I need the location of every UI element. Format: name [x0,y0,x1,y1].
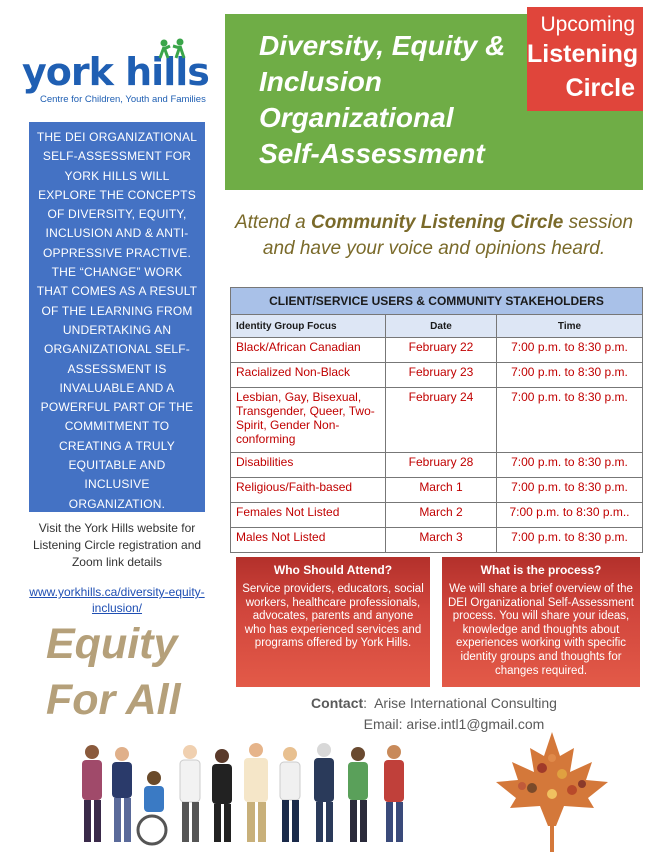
title-line: Inclusion [259,66,382,97]
attend-bold: Community Listening Circle [311,212,564,233]
who-should-attend-box [236,557,430,687]
slogan-line: Equity [46,620,178,668]
visit-text: Visit the York Hills website for Listening Circle registration and Zoom link details [32,521,202,569]
time-cell: 7:00 p.m. to 8:30 p.m. [497,338,643,363]
upcoming-badge [527,7,643,111]
time-cell: 7:00 p.m. to 8:30 p.m. [497,388,643,453]
group-cell: Females Not Listed [231,503,386,528]
group-cell: Racialized Non-Black [231,363,386,388]
person-icon [384,745,404,842]
table-row [231,388,643,453]
table-row [231,478,643,503]
logo-subtitle: Centre for Children, Youth and Families [40,94,206,105]
title-line: Diversity, Equity & [259,30,506,61]
date-cell: March 2 [386,503,497,528]
logo-figures-icon [154,38,194,60]
time-cell: 7:00 p.m. to 8:30 p.m. [497,528,643,553]
table-row [231,528,643,553]
logo-wordmark: york hills [22,50,209,94]
badge-line: Upcoming [540,13,635,36]
intro-sidebar [29,122,205,512]
person-icon [280,747,300,842]
page-title [259,28,569,172]
group-cell: Black/African Canadian [231,338,386,363]
date-cell: February 22 [386,338,497,363]
table-row [231,338,643,363]
time-cell: 7:00 p.m. to 8:30 p.m. [497,363,643,388]
website-link[interactable]: www.yorkhills.ca/diversity-equity-inclusion/ [29,585,205,615]
date-cell: February 24 [386,388,497,453]
time-cell: 7:00 p.m. to 8:30 p.m. [497,478,643,503]
date-cell: March 1 [386,478,497,503]
table-row [231,503,643,528]
person-icon [180,745,200,842]
table-title: CLIENT/SERVICE USERS & COMMUNITY STAKEHOLDERS [231,288,643,315]
process-box [442,557,640,687]
person-icon [112,747,132,842]
group-cell: Disabilities [231,453,386,478]
date-cell: February 28 [386,453,497,478]
attend-post: session and have your voice and opinions heard. [262,212,634,259]
session-table [230,287,643,553]
york-hills-logo [22,38,214,110]
process-body: We will share a brief overview of the DEI Organizational Self-Assessment process. You will share your ideas, knowledge and thoughts about experiences working with specific identity groups and thoughts for changes required. [448,583,634,677]
slogan-line: For All [46,676,181,724]
contact-line: Contact: Arise International Consulting [311,695,557,711]
group-cell: Lesbian, Gay, Bisexual, Transgender, Queer, Two-Spirit, Gender Non-conforming [231,388,386,453]
who-heading: Who Should Attend? [273,563,393,577]
person-icon [244,743,268,842]
attend-tagline [228,210,640,262]
person-icon [212,749,232,842]
contact-name: Arise International Consulting [374,695,557,711]
wheelchair-user-icon [138,771,166,844]
sidebar-text: THE DEI ORGANIZATIONAL SELF-ASSESSMENT FOR YORK HILLS WILL EXPLORE THE CONCEPTS OF DIVERSITY, EQUITY, INCLUSION AND & ANTI-OPPRESSIVE PRACTIVE. THE “CHANGE” WORK THAT COMES AS A RESULT OF THE LEARNING FROM UNDERTAKING AN ORGANIZATIONAL SELF-ASSESSMENT IS INVALUABLE AND A POWERFUL PART OF THE COMMITMENT TO CREATING A TRULY EQUITABLE AND INCLUSIVE ORGANIZATION. [36,130,198,511]
badge-line: Circle [565,74,635,102]
group-cell: Religious/Faith-based [231,478,386,503]
date-cell: February 23 [386,363,497,388]
title-line: Organizational [259,102,454,133]
attend-pre: Attend a [234,212,312,233]
col-header: Time [497,315,643,338]
maple-leaf-icon [492,728,612,854]
process-heading: What is the process? [480,563,602,577]
title-line: Self-Assessment [259,138,485,169]
contact-label: Contact [311,695,364,711]
badge-line: Listening [527,40,639,68]
time-cell: 7:00 p.m. to 8:30 p.m. [497,453,643,478]
who-body: Service providers, educators, social workers, healthcare professionals, advocates, parents and anyone who has experienced services and programs offered by York Hills. [242,583,424,650]
person-icon [82,745,102,842]
contact-email: Email: arise.intl1@gmail.com [363,716,545,732]
col-header: Date [386,315,497,338]
time-cell: 7:00 p.m. to 8:30 p.m.. [497,503,643,528]
person-icon [348,747,368,842]
col-header: Identity Group Focus [231,315,386,338]
diverse-people-illustration [74,740,444,850]
table-row [231,453,643,478]
person-icon [314,743,334,842]
group-cell: Males Not Listed [231,528,386,553]
date-cell: March 3 [386,528,497,553]
table-row [231,363,643,388]
